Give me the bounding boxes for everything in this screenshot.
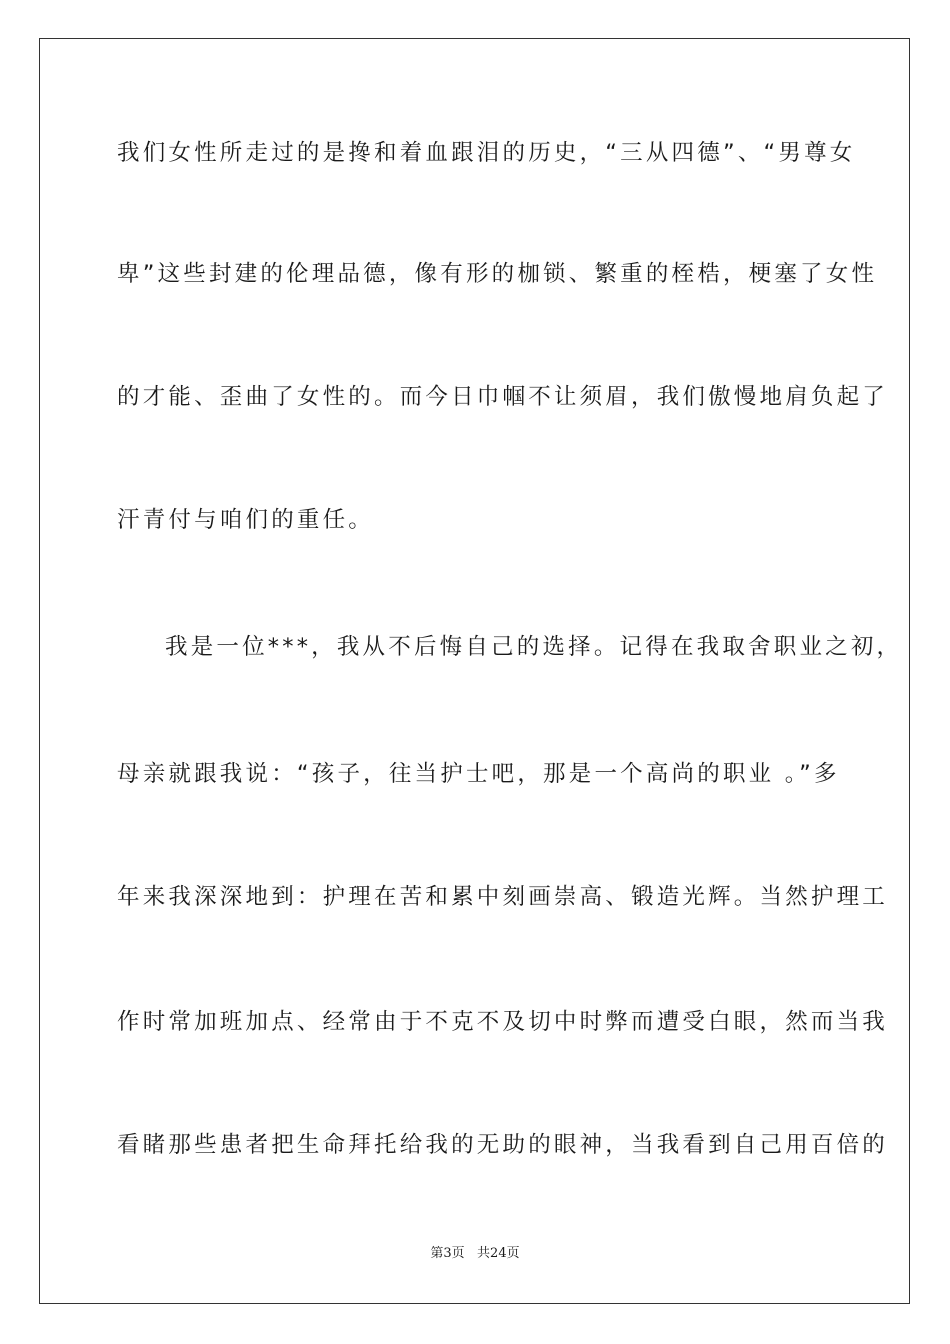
paragraph-line-1: 我们女性所走过的是搀和着血跟泪的历史，“三从四德”、“男尊女 — [117, 140, 856, 166]
page-number-footer: 第3页 共24页 — [430, 1246, 520, 1261]
paragraph-line-9: 看睹那些患者把生命拜托给我的无助的眼神，当我看到自己用百倍的 — [117, 1132, 889, 1158]
paragraph-line-8: 作时常加班加点、经常由于不克不及切中时弊而遭受白眼，然而当我 — [117, 1009, 889, 1035]
paragraph-line-2: 卑”这些封建的伦理品德，像有形的枷锁、繁重的桎梏，梗塞了女性 — [117, 261, 878, 287]
page-border — [39, 38, 910, 1304]
paragraph-line-4: 汗青付与咱们的重任。 — [117, 507, 375, 533]
paragraph-line-5: 我是一位***，我从不后悔自己的选择。记得在我取舍职业之初， — [165, 634, 903, 660]
paragraph-line-6: 母亲就跟我说：“孩子，往当护士吧，那是一个高尚的职业 。”多 — [117, 761, 840, 787]
paragraph-line-3: 的才能、歪曲了女性的。而今日巾帼不让须眉，我们傲慢地肩负起了 — [117, 384, 889, 410]
paragraph-line-7: 年来我深深地到：护理在苦和累中刻画崇高、锻造光辉。当然护理工 — [117, 884, 889, 910]
